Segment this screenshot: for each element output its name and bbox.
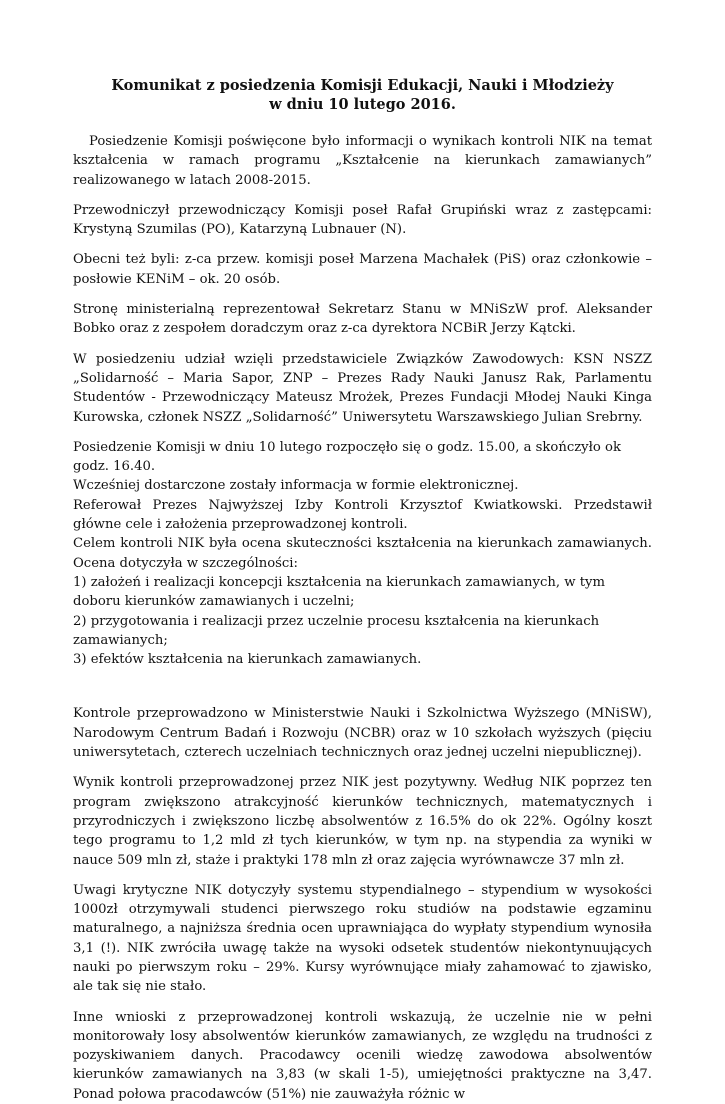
paragraph-unions: W posiedzeniu udział wzięli przedstawiciele Związków Zawodowych: KSN NSZZ „Solidarność – Maria Sapor, ZNP – Prezes Rady Nauki Janusz Rak, Parlamentu Studentów - Przewodniczący Mateusz Mrożek, Prezes Fundacji Młodej Nauki Kinga Kurowska, członek NSZZ „Solidarność” Uniwersytetu Warszawskiego Julian Srebrny. <box>73 351 652 425</box>
title-line-2: w dniu 10 lutego 2016. <box>269 96 456 113</box>
session-list-item-2: 2) przygotowania i realizacji przez uczelnie procesu kształcenia na kierunkach zamawianych; <box>73 613 600 648</box>
title-line-1: Komunikat z posiedzenia Komisji Edukacji, Nauki i Młodzieży <box>111 77 614 94</box>
session-block <box>73 438 652 670</box>
paragraph-criticism: Uwagi krytyczne NIK dotyczyły systemu stypendialnego – stypendium w wysokości 1000zł otrzymywali studenci pierwszego roku studiów na podstawie egzaminu maturalnego, a najniższa średnia ocen uprawniająca do wypłaty stypendium wynosiła 3,1 (!). NIK zwróciła uwagę także na wysoki odsetek studentów niekontynuujących nauki po pierwszym roku – 29%. Kursy wyrównujące miały zahamować to zjawisko, ale tak się nie stało. <box>73 882 652 995</box>
spacer <box>73 680 652 704</box>
session-speaker-line: Referował Prezes Najwyższej Izby Kontroli Krzysztof Kwiatkowski. Przedstawił główne cele i założenia przeprowadzonej kontroli. <box>73 497 652 533</box>
paragraph-conclusions: Inne wnioski z przeprowadzonej kontroli wskazują, że uczelnie nie w pełni monitorowały losy absolwentów kierunków zamawianych, ze względu na trudności z pozyskiwaniem danych. Pracodawcy ocenili wiedzę zawodowa absolwentów kierunków zamawianych na 3,83 (w skali 1-5), umiejętności praktyczne na 3,47. Ponad połowa pracodawców (51%) nie zauważyła różnic w <box>73 1009 652 1102</box>
session-time-line: Posiedzenie Komisji w dniu 10 lutego rozpoczęło się o godz. 15.00, a skończyło ok godz. 16.40. <box>73 439 621 475</box>
session-materials-line: Wcześniej dostarczone zostały informacja w formie elektronicznej. <box>73 478 519 494</box>
paragraph-intro: Posiedzenie Komisji poświęcone było informacji o wynikach kontroli NIK na temat kształcenia w ramach programu „Kształcenie na kierunkach zamawianych” realizowanego w latach 2008-2015. <box>73 134 652 188</box>
paragraph-chair: Przewodniczył przewodniczący Komisji poseł Rafał Grupiński wraz z zastępcami: Krystyną Szumilas (PO), Katarzyną Lubnauer (N). <box>73 202 652 238</box>
session-goal-line: Celem kontroli NIK była ocena skuteczności kształcenia na kierunkach zamawianych. Ocena dotyczyła w szczególności: <box>73 536 652 571</box>
session-list-item-1: 1) założeń i realizacji koncepcji kształcenia na kierunkach zamawianych, w tym doboru kierunków zamawianych i uczelni; <box>73 574 606 610</box>
paragraph-result: Wynik kontroli przeprowadzonej przez NIK jest pozytywny. Według NIK poprzez ten program zwiększono atrakcyjność kierunków technicznych, matematycznych i przyrodniczych i zwiększono liczbę absolwentów z 16.5% do ok 22%. Ogólny koszt tego programu to 1,2 mld zł tych kierunków, w tym np. na stypendia za wyniki w nauce 509 mln zł, staże i praktyki 178 mln zł oraz zajęcia wyrównawcze 37 mln zł. <box>73 775 652 868</box>
paragraph-ministry: Stronę ministerialną reprezentował Sekretarz Stanu w MNiSzW prof. Aleksander Bobko oraz z zespołem doradczym oraz z-ca dyrektora NCBiR Jerzy Kątcki. <box>73 302 652 337</box>
paragraph-attendees: Obecni też byli: z-ca przew. komisji poseł Marzena Machałek (PiS) oraz członkowie – posłowie KENiM – ok. 20 osób. <box>73 252 652 287</box>
session-list-item-3: 3) efektów kształcenia na kierunkach zamawianych. <box>73 652 422 668</box>
document-title <box>73 76 652 114</box>
paragraph-scope: Kontrole przeprowadzono w Ministerstwie Nauki i Szkolnictwa Wyższego (MNiSW), Narodowym Centrum Badań i Rozwoju (NCBR) oraz w 10 szkołach wyższych (pięciu uniwersytetach, czterech uczelniach technicznych oraz jednej uczelni niepublicznej). <box>73 706 652 761</box>
